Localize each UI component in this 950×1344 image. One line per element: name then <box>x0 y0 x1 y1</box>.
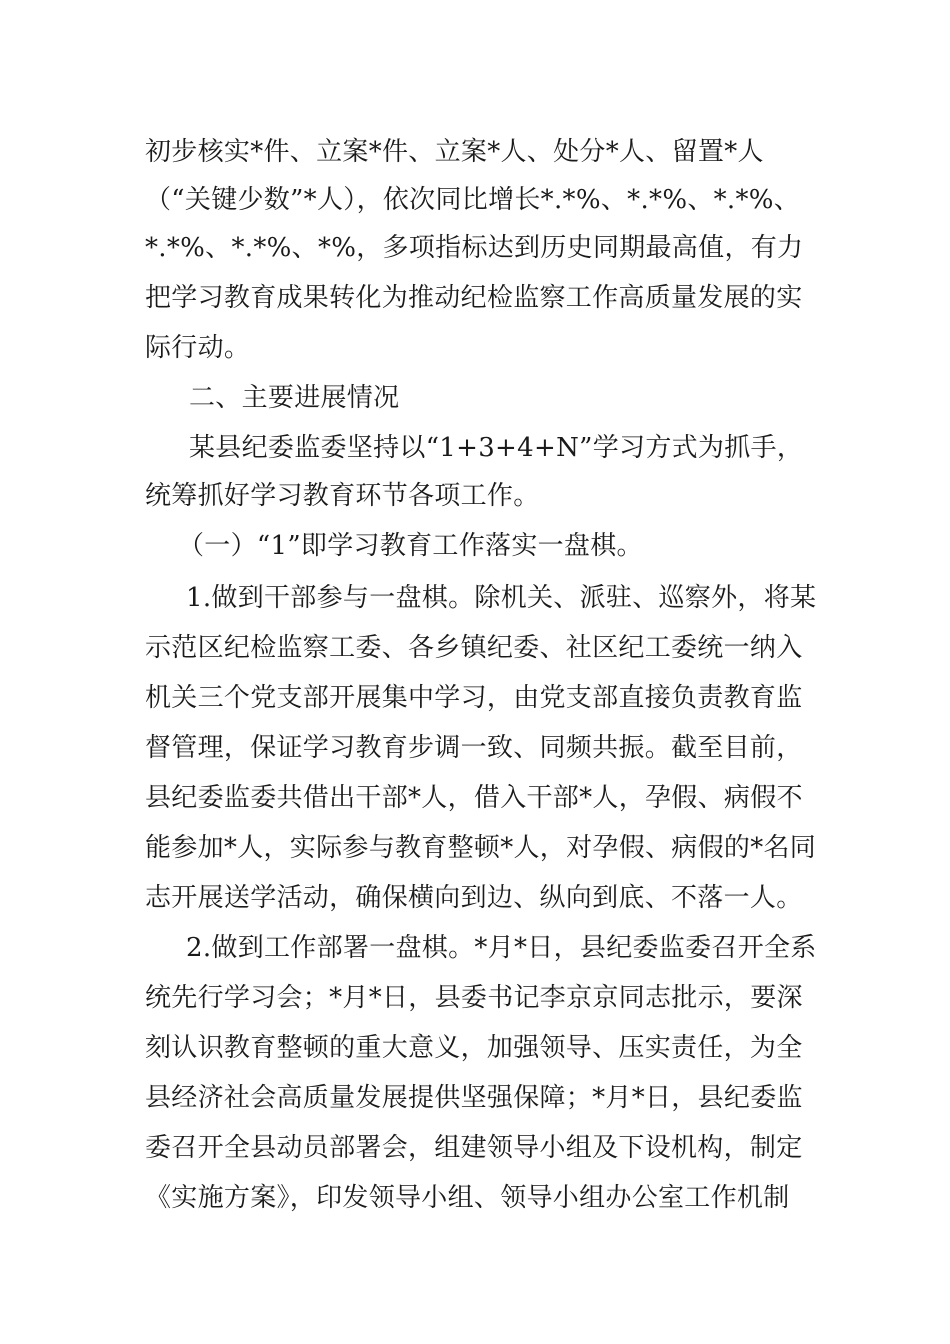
section-heading: 二、主要进展情况 <box>189 383 400 413</box>
body-text-line: 督管理，保证学习教育步调一致、同频共振。截至目前， <box>145 733 803 763</box>
body-text-line: 能参加*人，实际参与教育整顿*人，对孕假、病假的*名同 <box>145 833 817 863</box>
body-text-line: 统筹抓好学习教育环节各项工作。 <box>145 481 540 511</box>
body-text-line: 2.做到工作部署一盘棋。*月*日，县纪委监委召开全系 <box>186 933 817 963</box>
body-text-line: 统先行学习会；*月*日，县委书记李京京同志批示，要深 <box>145 983 803 1013</box>
body-text-line: 际行动。 <box>145 333 251 363</box>
body-text-line: （“关键少数”*人），依次同比增长*.*%、*.*%、*.*%、 <box>145 185 801 215</box>
body-text-line: 示范区纪检监察工委、各乡镇纪委、社区纪工委统一纳入 <box>145 633 803 663</box>
body-text-line: 机关三个党支部开展集中学习，由党支部直接负责教育监 <box>145 683 803 713</box>
body-text-line: 县经济社会高质量发展提供坚强保障；*月*日，县纪委监 <box>145 1083 803 1113</box>
body-text-line: 把学习教育成果转化为推动纪检监察工作高质量发展的实 <box>145 283 803 313</box>
subsection-heading: （一）“1”即学习教育工作落实一盘棋。 <box>178 531 643 561</box>
body-text-line: *.*%、*.*%、*%，多项指标达到历史同期最高值，有力 <box>145 233 804 263</box>
body-text-line: 《实施方案》，印发领导小组、领导小组办公室工作机制 <box>145 1183 790 1213</box>
body-text-line: 某县纪委监委坚持以“1+3+4+N”学习方式为抓手， <box>189 433 804 463</box>
body-text-line: 县纪委监委共借出干部*人，借入干部*人，孕假、病假不 <box>145 783 803 813</box>
body-text-line: 委召开全县动员部署会，组建领导小组及下设机构，制定 <box>145 1133 803 1163</box>
body-text-line: 志开展送学活动，确保横向到边、纵向到底、不落一人。 <box>145 883 803 913</box>
body-text-line: 刻认识教育整顿的重大意义，加强领导、压实责任，为全 <box>145 1033 803 1063</box>
body-text-line: 初步核实*件、立案*件、立案*人、处分*人、留置*人 <box>145 137 764 167</box>
body-text-line: 1.做到干部参与一盘棋。除机关、派驻、巡察外，将某 <box>186 583 817 613</box>
